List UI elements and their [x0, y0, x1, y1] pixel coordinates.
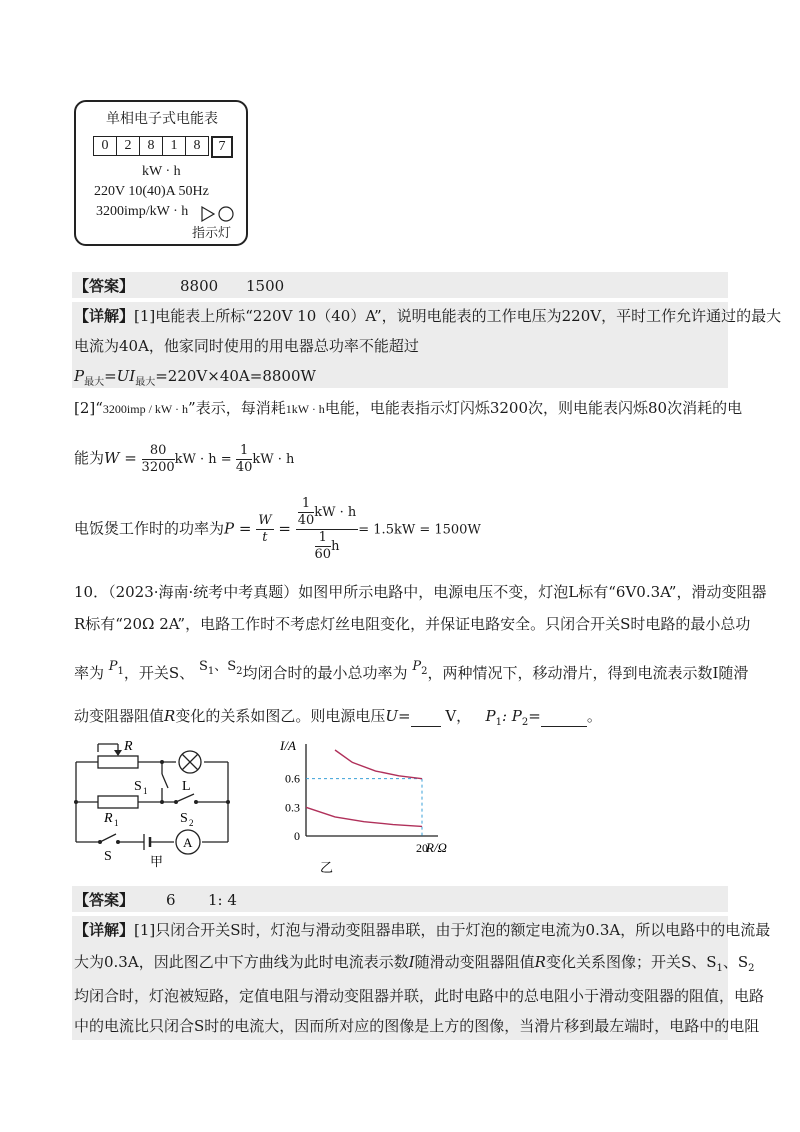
subscript: 1	[716, 963, 723, 974]
fraction	[142, 443, 175, 476]
symbol: P	[485, 707, 496, 725]
symbol: S	[198, 659, 208, 674]
meter-digit: 1	[162, 136, 186, 156]
question-10-line-2: R标有“20Ω 2A”，电路工作时不考虑灯丝电阻变化，并保证电路安全。只闭合开关S时电路的最小总功	[74, 615, 751, 633]
current-resistance-chart	[264, 738, 447, 878]
subscript: 2	[521, 717, 529, 728]
result: = 1.5kW = 1500W	[358, 522, 481, 538]
detail-line	[74, 952, 755, 979]
symbol: 、S	[214, 659, 237, 674]
answer-value-2: 1: 4	[208, 891, 237, 909]
text: [2]“	[74, 399, 103, 417]
detail-text: [1]电能表上所标“220V 10（40）A”，说明电能表的工作电压为220V，平时工作允许通过的最大	[134, 307, 782, 325]
text: 能为	[74, 449, 105, 467]
fraction	[315, 530, 332, 563]
symbol: U	[385, 707, 398, 725]
x-tick-label: 20	[416, 841, 428, 855]
y-tick-label: 0.3	[285, 800, 300, 815]
text: 动变阻器阻值	[74, 707, 165, 725]
denominator: 40	[235, 459, 253, 475]
subscript: 2	[421, 666, 428, 677]
question-10-line-4	[74, 706, 602, 733]
y-tick-label: 0	[294, 829, 300, 843]
series-line-1	[335, 750, 422, 779]
meter-digit-last: 7	[211, 136, 233, 158]
label-R1: R	[104, 811, 113, 826]
lamp-icon	[179, 751, 201, 773]
label-R1-sub: 1	[114, 818, 119, 828]
fraction	[256, 513, 273, 546]
detail-text: 中的电流比只闭合S时的电流大，因而所对应的图像是上方的图像，当滑片移到最左端时，电路中的电阻	[74, 1017, 760, 1035]
detail-line	[74, 920, 770, 940]
formula-power: 电饭煲工作时的功率为P = $\frac{W}{t}$ = $\frac{1}{40}$ kW · h $\frac{1}{60}$ h = 1.5kW = 1500W	[74, 496, 481, 562]
denominator: t	[262, 530, 268, 545]
answer-label: 【答案】	[74, 891, 135, 909]
label-S2: S	[180, 811, 188, 826]
subscript: 1	[117, 666, 124, 677]
text: V，	[445, 707, 472, 725]
fraction	[298, 496, 315, 529]
subscript: 1	[495, 717, 502, 728]
text: ，开关S、	[123, 664, 195, 682]
symbol: P	[412, 659, 422, 674]
detail-label: 【详解】	[74, 307, 135, 325]
unit: kW · h	[252, 452, 295, 467]
meter-indicator-label: 指示灯	[192, 226, 232, 241]
unit: kW · h	[314, 505, 357, 520]
denominator: 60	[314, 547, 332, 562]
symbol: W	[104, 449, 120, 467]
text: 随滑动变阻器阻值	[414, 953, 535, 971]
meter-digit: 0	[93, 136, 117, 156]
label-S1: S	[134, 779, 142, 794]
answer-block-1	[72, 272, 728, 298]
symbol: P	[224, 519, 235, 538]
meter-spec: 220V 10(40)A 50Hz	[94, 184, 209, 199]
label-S1-sub: 1	[143, 786, 148, 796]
label-A: A	[183, 835, 193, 850]
detail-line-2	[74, 398, 742, 419]
detail-text: 均闭合时，灯泡被短路，定值电阻与滑动变阻器并联，此时电路中的总电阻小于滑动变阻器的阻值，电路	[74, 987, 765, 1005]
rheostat-R	[98, 756, 138, 768]
label-S2-sub: 2	[189, 818, 194, 828]
text: ”表示，每消耗	[188, 399, 286, 417]
meter-unit: kW · h	[142, 164, 181, 179]
detail-text: 电流为40A，他家同时使用的用电器总功率不能超过	[74, 337, 419, 355]
detail-text: [1]只闭合开关S时，灯泡与滑动变阻器串联，由于灯泡的额定电流为0.3A，所以电路中的电流最	[134, 921, 771, 939]
question-10-line-3	[74, 660, 748, 693]
denominator: 3200	[141, 459, 175, 475]
text: 均闭合时的最小总功率为	[242, 664, 408, 682]
x-axis-label: R/Ω	[426, 840, 447, 855]
meter-imp: 3200imp/kW · h	[96, 204, 189, 219]
symbol: P	[74, 367, 85, 385]
unit: h	[331, 539, 340, 554]
numerator: 1	[298, 496, 315, 513]
meter-digit: 8	[185, 136, 209, 156]
numerator: 80	[142, 443, 175, 460]
resistor-R1	[98, 796, 138, 808]
answer-value-1: 6	[166, 891, 176, 909]
detail-line	[74, 306, 781, 326]
symbol: P	[108, 659, 118, 674]
text: ，两种情况下，移动滑片，得到电流表示数I随滑	[427, 664, 749, 682]
unit: kW · h =	[174, 452, 236, 467]
subscript: 最大	[135, 377, 156, 388]
subscript: 最大	[84, 377, 105, 388]
label-S: S	[104, 849, 112, 864]
circuit-caption: 甲	[150, 855, 164, 870]
text: 。	[586, 707, 602, 725]
meter-digit: 8	[139, 136, 163, 156]
text: =	[528, 707, 541, 725]
text: 、S	[722, 953, 749, 971]
meter-digit: 2	[116, 136, 140, 156]
symbol: R	[534, 953, 546, 971]
text: =	[119, 449, 142, 467]
subscript: 2	[748, 963, 755, 974]
denominator: 40	[297, 513, 315, 528]
answer-value-2: 1500	[246, 277, 285, 295]
subscript: 2	[236, 666, 243, 677]
meter-digits	[94, 136, 233, 158]
series-line-2	[306, 807, 422, 826]
formula-energy	[74, 440, 294, 478]
text: 变化的关系如图乙。则电源电压	[175, 707, 386, 725]
answer-blank-1[interactable]	[411, 706, 441, 727]
symbol: I	[408, 953, 415, 971]
text: 大为0.3A，因此图乙中下方曲线为此时电流表示数	[74, 953, 409, 971]
fraction	[236, 443, 253, 476]
unit: 3200imp / kW · h	[102, 402, 189, 416]
energy-meter-figure	[74, 100, 248, 246]
label-L: L	[182, 779, 191, 794]
symbol: R	[164, 707, 176, 725]
answer-label: 【答案】	[74, 277, 135, 295]
text: 电饭煲工作时的功率为	[74, 519, 225, 538]
text: 变化关系图像；开关S、S	[545, 953, 717, 971]
y-tick-label: 0.6	[285, 771, 300, 786]
text: 电能，电能表指示灯闪烁3200次，则电能表闪烁80次消耗的电	[324, 399, 743, 417]
numerator: 1	[236, 443, 253, 460]
subscript: 1	[207, 666, 215, 677]
numerator: W	[258, 513, 272, 528]
meter-title: 单相电子式电能表	[106, 111, 218, 127]
symbol: =UI	[104, 367, 136, 385]
formula-text: =220V×40A=8800W	[155, 367, 316, 385]
chart-caption: 乙	[320, 861, 334, 876]
answer-value-1: 8800	[180, 277, 219, 295]
label-R: R	[124, 739, 133, 754]
unit: 1kW · h	[285, 402, 325, 416]
text: 率为	[74, 664, 105, 682]
numerator: 1	[315, 530, 332, 547]
symbol: : P	[501, 707, 522, 725]
text: =	[397, 707, 411, 725]
question-10-line-1: 10．（2023·海南·统考中考真题）如图甲所示电路中，电源电压不变，灯泡L标有“6V0.3A”，滑动变阻器	[74, 583, 767, 601]
detail-label: 【详解】	[74, 921, 135, 939]
circuit-diagram	[72, 738, 242, 868]
y-axis-label: I/A	[280, 738, 296, 753]
formula-pmax	[74, 366, 316, 393]
fraction-compound	[296, 496, 359, 563]
answer-blank-2[interactable]	[541, 706, 587, 727]
indicator-lamp-icon	[200, 205, 240, 223]
